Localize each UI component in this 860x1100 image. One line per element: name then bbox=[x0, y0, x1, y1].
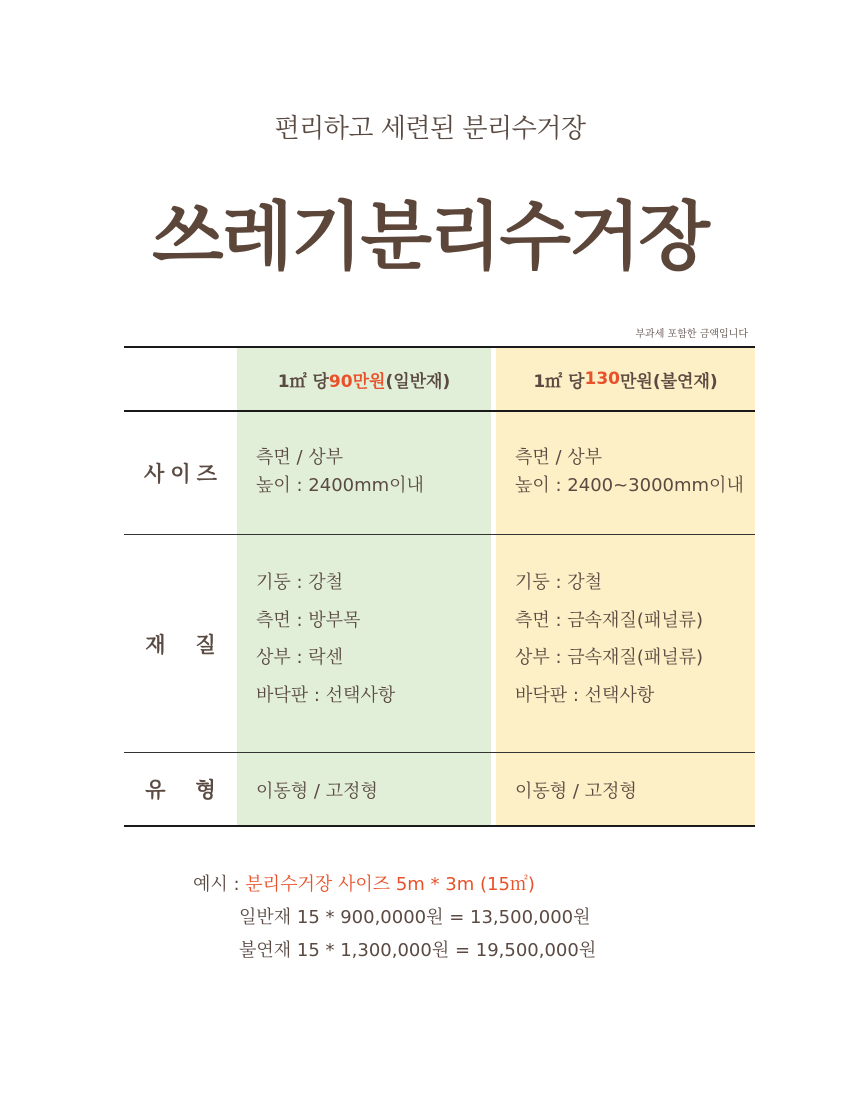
label-char: 형 bbox=[195, 778, 216, 802]
material-general-cell bbox=[256, 564, 395, 714]
subtitle: 편리하고 세련된 분리수거장 bbox=[274, 114, 586, 144]
size-general-cell bbox=[256, 444, 424, 500]
material-general-line: 측면 : 방부목 bbox=[256, 609, 361, 631]
example-highlight: 분리수거장 사이즈 5m * 3m (15㎡) bbox=[245, 874, 535, 895]
table-bottom-border bbox=[124, 825, 755, 827]
row-label-type bbox=[124, 753, 237, 825]
material-fireproof-line: 측면 : 금속재질(패널류) bbox=[515, 609, 704, 631]
example-line-1 bbox=[193, 868, 596, 901]
row-label-size bbox=[124, 412, 237, 534]
example-line-2: 일반재 15 * 900,0000원 = 13,500,000원 bbox=[239, 907, 591, 928]
material-fireproof-cell bbox=[515, 564, 703, 714]
page-title: 쓰레기분리수거장 bbox=[152, 194, 708, 280]
header-general bbox=[237, 348, 491, 410]
example-prefix: 예시 : bbox=[193, 874, 246, 895]
material-fireproof-line: 상부 : 금속재질(패널류) bbox=[515, 647, 704, 668]
material-fireproof-line: 바닥판 : 선택사항 bbox=[515, 684, 655, 706]
type-general-cell bbox=[256, 778, 378, 806]
header-fireproof-prefix: 1㎡ 당 bbox=[533, 371, 585, 392]
header-general-suffix: (일반재) bbox=[385, 371, 451, 392]
header-fireproof bbox=[496, 348, 755, 410]
label-char: 사 bbox=[144, 462, 165, 486]
header-general-prefix: 1㎡ 당 bbox=[277, 371, 329, 392]
example-line-3: 불연재 15 * 1,300,000원 = 19,500,000원 bbox=[239, 940, 597, 961]
material-general-line: 바닥판 : 선택사항 bbox=[256, 684, 396, 706]
material-general-line: 기둥 : 강철 bbox=[256, 572, 344, 593]
header-fireproof-suffix: 만원(불연재) bbox=[620, 371, 718, 392]
price-table bbox=[124, 346, 755, 827]
row-label-material bbox=[124, 535, 237, 752]
label-char: 이 bbox=[170, 462, 191, 486]
material-fireproof-line: 기둥 : 강철 bbox=[515, 572, 603, 593]
type-fireproof-line: 이동형 / 고정형 bbox=[515, 781, 637, 802]
example-block bbox=[193, 868, 596, 967]
material-general-line: 상부 : 락센 bbox=[256, 647, 344, 668]
size-general-line: 높이 : 2400mm이내 bbox=[256, 475, 424, 496]
label-char: 유 bbox=[145, 778, 166, 802]
vat-note: 부과세 포함한 금액입니다 bbox=[635, 329, 748, 340]
type-fireproof-cell bbox=[515, 778, 637, 806]
size-fireproof-line: 측면 / 상부 bbox=[515, 447, 603, 468]
type-general-line: 이동형 / 고정형 bbox=[256, 781, 378, 802]
label-char: 즈 bbox=[196, 462, 217, 486]
header-fireproof-price: 130 bbox=[584, 369, 620, 389]
label-char: 질 bbox=[195, 632, 216, 657]
label-char: 재 bbox=[145, 632, 166, 657]
size-fireproof-cell bbox=[515, 444, 744, 500]
size-general-line: 측면 / 상부 bbox=[256, 447, 344, 468]
header-general-price: 90만원 bbox=[328, 371, 386, 392]
size-fireproof-line: 높이 : 2400~3000mm이내 bbox=[515, 475, 744, 496]
